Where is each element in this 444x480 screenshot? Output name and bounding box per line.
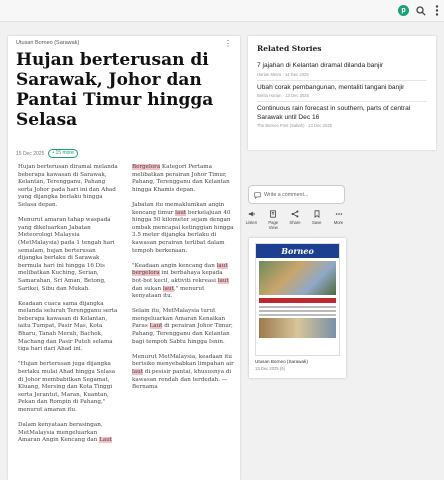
comment-placeholder: Write a comment... [264, 191, 309, 198]
article-actions [243, 210, 347, 230]
search-highlight: laut [216, 262, 228, 269]
save-button[interactable]: Save [308, 210, 325, 230]
article-source-row [16, 40, 236, 50]
listen-button[interactable]: Listen [243, 210, 260, 230]
right-panel [248, 36, 444, 150]
paragraph: "Keadaan angin kencang dan laut bergelora ini berbahaya kepada bot-bot kecil, aktiviti rekreasi laut dan sukan laut," menurut kenyataan itu. [132, 262, 229, 300]
search-highlight: Laut [149, 323, 163, 330]
paragraph: Jabatan itu memaklumkan angin kencang timur laut berkelajuan 40 hingga 50 kilometer sejam dengan ombak mencapai ketinggian hingga 3.5 meter dijangka berlaku di kawasan perairan terlibat dalam tempoh berkenaan. [132, 201, 234, 254]
share-button[interactable]: Share [287, 210, 304, 230]
speaker-icon [248, 210, 256, 218]
related-stories [248, 36, 436, 150]
page-view-button[interactable]: Page View [265, 210, 282, 230]
paragraph: Menurut MetMalaysia, keadaan itu berisiko menyebabkan limpahan air laut di pesisir pantai, khususnya di kawasan rendah dan terdedah. — Bernama [132, 353, 234, 391]
related-stories-heading: Related Stories [257, 44, 322, 53]
newspaper-date: 13 Dec 2025 (6) [255, 366, 286, 371]
article-menu-icon[interactable]: ⋮ [224, 39, 232, 48]
newspaper-card[interactable] [249, 238, 346, 378]
search-icon[interactable] [414, 4, 427, 17]
more-editions-pill[interactable]: • 15 more [48, 149, 77, 158]
search-highlight: laut [132, 369, 143, 376]
search-highlight: Bergelora [132, 164, 161, 170]
article-column-left [18, 164, 121, 453]
front-page-photo [259, 318, 336, 338]
paragraph: Dalam kenyataan berasingan, MetMalaysia mengeluarkan Amaran Angin Kencang dan Laut [18, 422, 113, 444]
paragraph: Bergelora Kategori Pertama melibatkan perairan Johor Timur, Pahang, Terengganu dan Kelantan hingga Khamis depan. [132, 164, 230, 193]
paragraph: Hujan berterusan diramal melanda beberapa kawasan di Sarawak, Kelantan, Terengganu, Pahang serta Johor pada hari ini dan Ahad yang dijangka berlaku hingga Selasa depan. [18, 164, 118, 208]
article-meta [16, 149, 78, 158]
page-view-icon [269, 210, 277, 218]
newspaper-masthead: Borneo [256, 244, 339, 258]
article-card [8, 36, 240, 480]
more-vertical-icon[interactable] [430, 4, 443, 17]
search-highlight: bergelora [132, 270, 160, 277]
related-story-item[interactable]: Continuous rain forecast in southern, parts of central Sarawak until Dec 16 The Borneo Post (Sabah) · 13 Dec 2025 [257, 105, 411, 128]
article-date: 15 Dec 2025 [16, 150, 45, 157]
paragraph: "Hujan berterusan juga dijangka berlaku mulai Ahad hingga Selasa di Johor membabitkan Segamat, Kluang, Mersing dan Kota Tinggi serta Jerantut, Maran, Kuantan, Pekan dan Rompin di Pahang," menurut amaran itu. [18, 361, 116, 413]
search-highlight: laut [175, 209, 187, 216]
more-horizontal-icon [335, 210, 343, 218]
related-story-item[interactable]: 7 jajahan di Kelantan diramal dilanda banjir Harian Metro · 14 Dec 2025 [257, 59, 427, 81]
paragraph: Keadaan cuaca sama dijangka melanda seluruh Terengganu serta beberapa kawasan di Kelantan, iaitu Tumpat, Pasir Mas, Kota Bharu, Tanah Merah, Bachok, Machang dan Pasir Puteh selama tiga hari dari Ahad ini. [18, 300, 118, 353]
article-source[interactable]: Utusan Borneo (Sarawak) [16, 40, 80, 46]
search-highlight: laut [162, 285, 174, 292]
paragraph: Menurut amaran tahap waspada yang dikeluarkan Jabatan Meteorologi Malaysia (MetMalaysia) pada 1 tengah hari semalam, hujan berterusan dijangka berlaku di Sarawak bermula hari ini hingga 16 Dis melibatkan Kuching, Serian, Samarahan, Sri Aman, Betong, Sarikei, Sibu dan Mukah. [18, 217, 115, 292]
search-highlight: Laut [99, 437, 113, 444]
comment-icon [254, 186, 261, 204]
related-story-item[interactable]: Ubah corak pembangunan, mentaliti tangani banjir Berita Harian · 13 Dec 2025 [257, 81, 427, 103]
search-highlight: laut [217, 277, 229, 284]
top-bar [0, 0, 444, 22]
front-page-headline-bar [259, 298, 336, 303]
article-column-right [132, 164, 235, 399]
pressreader-icon[interactable]: p [397, 4, 410, 17]
share-icon [291, 210, 299, 218]
more-button[interactable]: More [330, 210, 347, 230]
newspaper-thumbnail[interactable] [255, 243, 340, 356]
front-page-photo [259, 261, 336, 295]
bookmark-icon [313, 210, 321, 218]
article-headline: Hujan berterusan di Sarawak, Johor dan Pantai Timur hingga Selasa [16, 50, 214, 130]
comment-input[interactable] [248, 185, 345, 204]
newspaper-name: Utusan Borneo (Sarawak) [255, 359, 308, 364]
paragraph: Selain itu, MetMalaysia turut mengeluarkan Amaran Kenaikan Paras Laut di perairan Johor Timur, Pahang, Terengganu dan Kelantan bagi tempoh Sabtu hingga Isnin. [132, 308, 233, 345]
front-page-text [259, 306, 336, 316]
